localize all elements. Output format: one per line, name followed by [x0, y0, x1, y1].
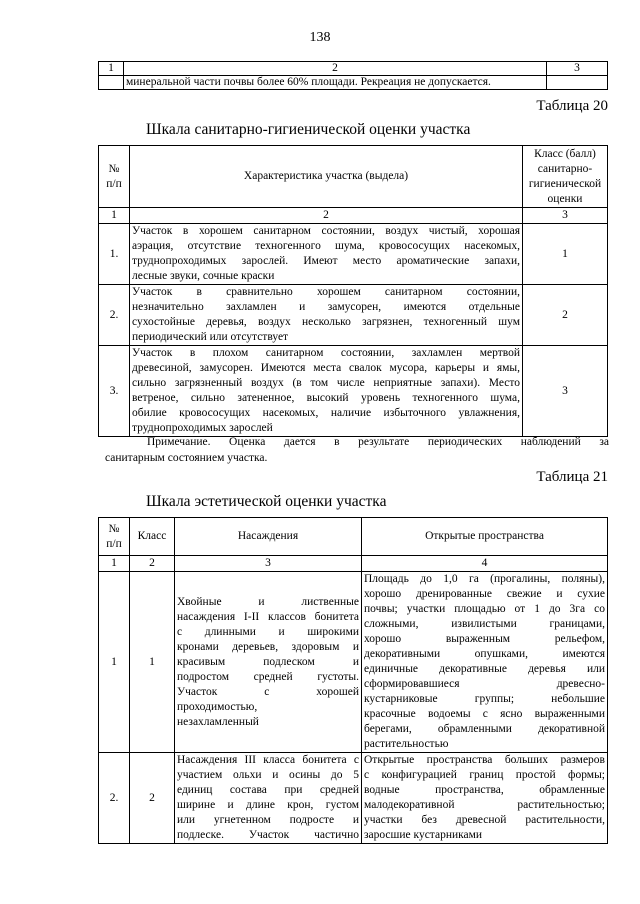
head-num: № п/п	[99, 146, 130, 208]
head-plantings: Насаждения	[175, 518, 362, 556]
head-open-spaces: Открытые пространства	[362, 518, 608, 556]
col-number: 3	[175, 556, 362, 572]
continued-table	[98, 61, 608, 90]
col-number: 2	[130, 208, 523, 224]
col-number: 3	[523, 208, 608, 224]
table-label: Таблица 20	[536, 98, 608, 114]
col-num-3: 3	[547, 62, 608, 76]
head-class: Класс (балл) санитарно- гигиенической оценки	[523, 146, 608, 208]
table-row: 1. Участок в хорошем санитарном состоянии, воздух чистый, хорошая аэрация, отсутствие техногенного шума, кровососущих насекомых, труднопроходимых зарослей. Имеют место ароматические запахи, лесные звуки, сочные краски 1	[99, 224, 608, 285]
col-number: 1	[99, 556, 130, 572]
table-row: 2. Участок в сравнительно хорошем санитарном состоянии, незначительно захламлен и замусорен, имеются отдельные сухостойные деревья, воздух несколько загрязнен, техногенный шум периодический или отсутствует 2	[99, 285, 608, 346]
col-number: 4	[362, 556, 608, 572]
col-num-2: 2	[124, 62, 547, 76]
table-row: 3. Участок в плохом санитарном состоянии, захламлен мертвой древесиной, замусорен. Имеются места свалок мусора, карьеры и ямы, сильно загрязненный воздух (в том числе неприятные запахи). Место ветреное, сильно затененное, высокий уровень техногенного шума, обилие кровососущих насекомых, наличие избыточного увлажнения, труднопроходимых зарослей 3	[99, 346, 608, 437]
col-number: 1	[99, 208, 130, 224]
head-num: № п/п	[99, 518, 130, 556]
open-spaces-cell: Площадь до 1,0 га (прогалины, поляны), хорошо дренированные свежие и сухие почвы; участки площадью от 1 до 3га со сложными, извилистыми границами, хорошо выраженным рельефом, декоративными опушками, имеются единичные декоративные деревья или сформировавшиеся древесно- кустарниковые группы; небольшие красочные водоемы с ясно выраженными берегами, обрамленными декоративной растительностью	[362, 572, 608, 753]
table-title: Шкала эстетической оценки участка	[146, 493, 387, 510]
table-label: Таблица 21	[536, 469, 608, 485]
page-number: 138	[309, 30, 331, 45]
table-cell-text: минеральной части почвы более 60% площади. Рекреация не допускается.	[124, 76, 547, 90]
table-row: 2. 2 Насаждения III класса бонитета с участием ольхи и осины до 5 единиц состава при средней ширине и длине крон, густом или угнетенном подросте и подлеске. Участок частично Открытые пространства больших размеров с конфигурацией границ простой формы; водные пространства, обрамленные малодекоративной растительностью; участки без древесной растительности, заросшие кустарниками	[99, 753, 608, 844]
aesthetic-table	[98, 517, 608, 844]
row-desc: Участок в плохом санитарном состоянии, захламлен мертвой древесиной, замусорен. Имеются места свалок мусора, карьеры и ямы, сильно загрязненный воздух (в том числе неприятные запахи). Место ветреное, сильно затененное, высокий уровень техногенного шума, обилие кровососущих насекомых, наличие избыточного увлажнения, труднопроходимых зарослей	[130, 346, 523, 437]
sanitary-table	[98, 145, 608, 437]
plantings-cell: Хвойные и лиственные насаждения I-II классов бонитета с длинными и широкими кронами деревьев, здоровым и красивым подлеском и подростом средней густоты. Участок с хорошей проходимостью, незахламленный	[175, 572, 362, 753]
table-title: Шкала санитарно-гигиенической оценки участка	[146, 121, 471, 138]
head-class: Класс	[130, 518, 175, 556]
head-desc: Характеристика участка (выдела)	[130, 146, 523, 208]
table-row: 1 1 Хвойные и лиственные насаждения I-II классов бонитета с длинными и широкими кронами деревьев, здоровым и красивым подлеском и подростом средней густоты. Участок с хорошей проходимостью, незахламленный Площадь до 1,0 га (прогалины, поляны), хорошо дренированные свежие и сухие почвы; участки площадью от 1 до 3га со сложными, извилистыми границами, хорошо выраженным рельефом, декоративными опушками, имеются единичные декоративные деревья или сформировавшиеся древесно- кустарниковые группы; небольшие красочные водоемы с ясно выраженными берегами, обрамленными декоративной растительностью	[99, 572, 608, 753]
row-desc: Участок в сравнительно хорошем санитарном состоянии, незначительно захламлен и замусорен, имеются отдельные сухостойные деревья, воздух несколько загрязнен, техногенный шум периодический или отсутствует	[130, 285, 523, 346]
col-num-1: 1	[99, 62, 124, 76]
plantings-cell: Насаждения III класса бонитета с участием ольхи и осины до 5 единиц состава при средней ширине и длине крон, густом или угнетенном подросте и подлеске. Участок частично	[175, 753, 362, 844]
open-spaces-cell: Открытые пространства больших размеров с конфигурацией границ простой формы; водные пространства, обрамленные малодекоративной растительностью; участки без древесной растительности, заросшие кустарниками	[362, 753, 608, 844]
table-note: Примечание. Оценка дается в результате периодических наблюдений за санитарным состоянием участка.	[105, 436, 609, 464]
row-desc: Участок в хорошем санитарном состоянии, воздух чистый, хорошая аэрация, отсутствие техногенного шума, кровососущих насекомых, труднопроходимых зарослей. Имеют место ароматические запахи, лесные звуки, сочные краски	[130, 224, 523, 285]
col-number: 2	[130, 556, 175, 572]
